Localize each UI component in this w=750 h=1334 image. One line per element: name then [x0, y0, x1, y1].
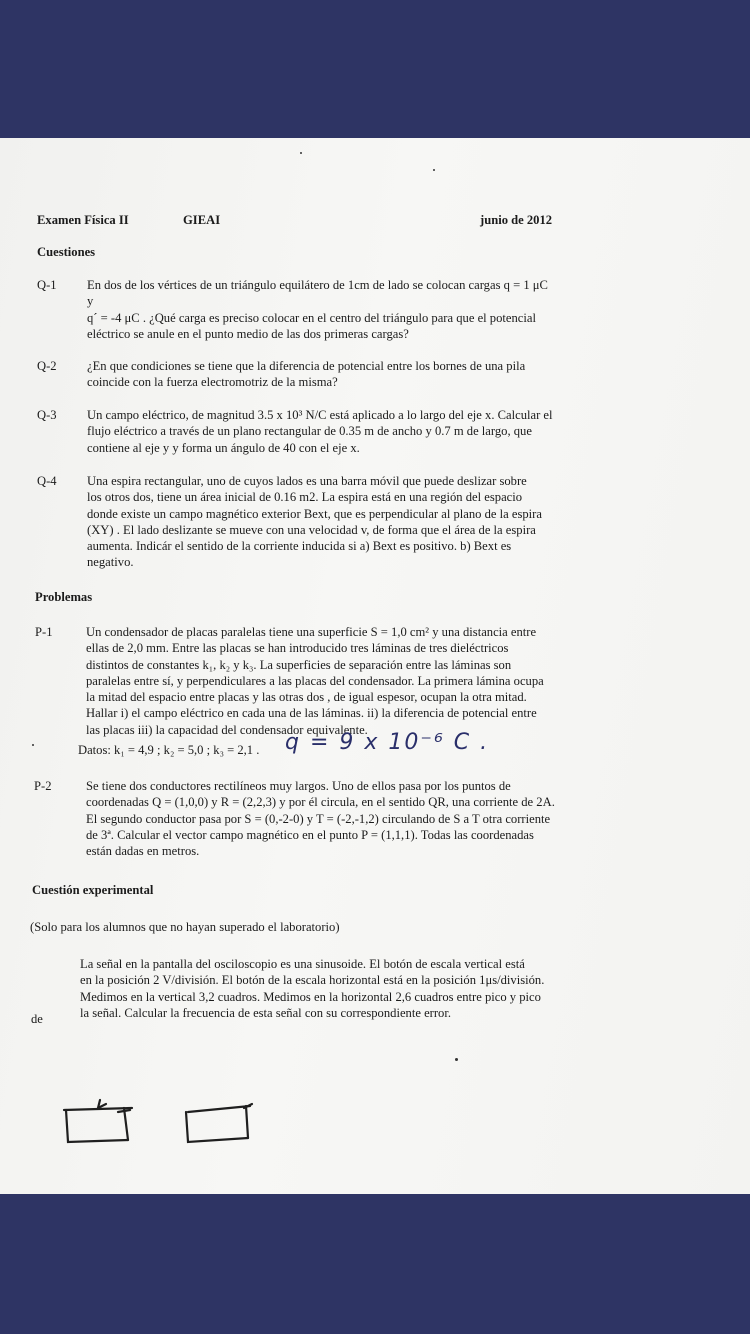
header-course: Examen Física II	[37, 213, 129, 227]
question-line: donde existe un campo magnético exterior Bext, que es perpendicular al plano de la espira	[87, 506, 542, 521]
paper-speck	[433, 169, 435, 171]
question-label: Q-2	[37, 359, 57, 373]
problem-2-text	[86, 778, 666, 859]
question-label: Q-4	[37, 474, 57, 488]
paper-speck	[300, 152, 302, 154]
section-problemas: Problemas	[35, 590, 93, 604]
problem-label: P-2	[34, 779, 52, 793]
section-cuestiones: Cuestiones	[37, 245, 96, 259]
experimental-line: en la posición 2 V/división. El botón de la escala horizontal está en la posición 1μs/división.	[80, 973, 545, 988]
problem-line: coordenadas Q = (1,0,0) y R = (2,2,3) y por él circula, en el sentido QR, una corriente de 2A.	[86, 795, 555, 810]
question-line: ¿En que condiciones se tiene que la diferencia de potencial entre los bornes de una pila	[87, 359, 526, 373]
question-4-text	[87, 473, 647, 571]
problem-line: Se tiene dos conductores rectilíneos muy largos. Uno de ellos pasa por los puntos de	[86, 779, 511, 793]
problem-label: P-1	[35, 625, 53, 639]
question-1-text	[87, 277, 647, 342]
question-line: contiene al eje y y forma un ángulo de 40 con el eje x.	[87, 440, 360, 455]
problem-line: Un condensador de placas paralelas tiene una superficie S = 1,0 cm² y una distancia entre	[86, 625, 537, 639]
problem-line: de 3ª. Calcular el vector campo magnético en el punto P = (1,1,1). Todas las coordenadas	[86, 827, 534, 842]
header-degree: GIEAI	[183, 213, 221, 227]
experimental-line: la señal. Calcular la frecuencia de esta señal con su correspondiente error.	[80, 1005, 451, 1020]
problem-line: paralelas entre sí, y perpendiculares a las placas del condensador. La primera lámina ocupa	[86, 673, 544, 688]
question-label: Q-1	[37, 278, 57, 292]
experimental-line: Medimos en la vertical 3,2 cuadros. Medimos en la horizontal 2,6 cuadros entre pico y pico	[80, 989, 541, 1004]
problem-1-text	[86, 624, 656, 738]
problem-line: ellas de 2,0 mm. Entre las placas se han introducido tres láminas de tres dieléctricos	[86, 641, 509, 656]
question-line: flujo eléctrico a través de un plano rectangular de 0.35 m de ancho y 0.7 m de largo, que	[87, 424, 532, 439]
problem-line: distintos de constantes k₁, k₂ y k₃. La superficies de separación entre las láminas son	[86, 657, 512, 672]
question-label: Q-3	[37, 408, 57, 422]
question-line: Una espira rectangular, uno de cuyos lados es una barra móvil que puede deslizar sobre	[87, 474, 527, 488]
handwritten-sketches	[58, 1098, 268, 1148]
top-background-band	[0, 0, 750, 138]
exam-paper	[0, 138, 750, 1194]
question-line: coincide con la fuerza electromotriz de la misma?	[87, 375, 338, 390]
problem-line: están dadas en metros.	[86, 844, 200, 859]
handwritten-charge-note: q = 9 x 10⁻⁶ C .	[285, 730, 490, 755]
paper-speck	[32, 744, 34, 746]
paper-speck	[455, 1058, 458, 1061]
bottom-background-band	[0, 1194, 750, 1334]
question-line: (XY) . El lado deslizante se mueve con una velocidad v, de forma que el área de la espira	[87, 522, 536, 537]
question-line: aumenta. Indicár el sentido de la corriente inducida si a) Bext es positivo. b) Bext es	[87, 539, 512, 554]
question-line: los otros dos, tiene un área inicial de 0.16 m2. La espira está en una región del espacio	[87, 490, 523, 505]
question-line: eléctrico se anule en el punto medio de las dos primeras cargas?	[87, 326, 409, 341]
question-3-text	[87, 407, 647, 456]
problem-1-datos: Datos: k₁ = 4,9 ; k₂ = 5,0 ; k₃ = 2,1 .	[78, 743, 260, 757]
experimental-note: (Solo para los alumnos que no hayan superado el laboratorio)	[30, 920, 340, 934]
section-experimental: Cuestión experimental	[32, 883, 154, 897]
question-line: q´ = -4 μC . ¿Qué carga es preciso colocar en el centro del triángulo para que el potencial	[87, 310, 536, 325]
question-line: En dos de los vértices de un triángulo equilátero de 1cm de lado se colocan cargas q = 1 μC	[87, 278, 548, 292]
experimental-text	[80, 956, 680, 1021]
problem-line: Hallar i) el campo eléctrico en cada una de las láminas. ii) la diferencia de potencial entre	[86, 706, 537, 721]
question-line: negativo.	[87, 555, 134, 570]
experimental-line: La señal en la pantalla del osciloscopio es una sinusoide. El botón de escala vertical está	[80, 957, 525, 971]
problem-line: la mitad del espacio entre placas y las otras dos , de igual espesor, ocupan la otra mitad.	[86, 690, 527, 705]
problem-line: El segundo conductor pasa por S = (0,-2-0) y T = (-2,-1,2) circulando de S a T otra corriente	[86, 811, 551, 826]
experimental-margin-word: de	[31, 1012, 43, 1026]
header-date: junio de 2012	[480, 213, 553, 227]
problem-line: las placas iii) la capacidad del condensador equivalente.	[86, 722, 368, 737]
sketch-circuit-right	[186, 1104, 252, 1142]
question-line: y	[87, 294, 94, 309]
sketch-circuit-left	[64, 1100, 132, 1142]
question-2-text	[87, 358, 647, 391]
question-line: Un campo eléctrico, de magnitud 3.5 x 10³ N/C está aplicado a lo largo del eje x. Calcular el	[87, 408, 553, 422]
